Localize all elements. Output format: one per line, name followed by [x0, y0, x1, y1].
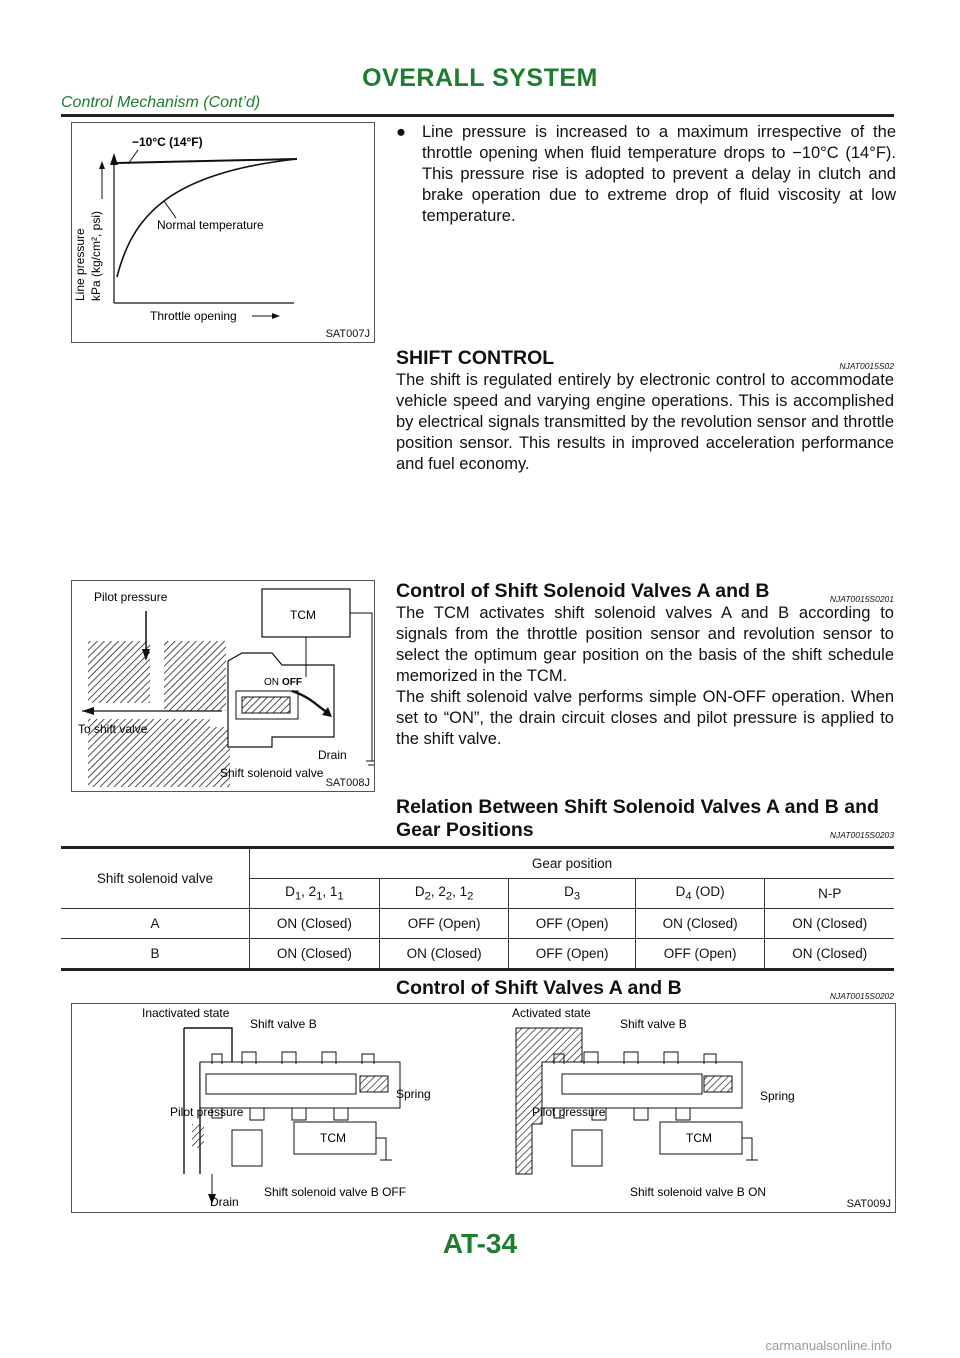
y-axis-label-1: Line pressure: [73, 228, 87, 301]
table-cell: OFF (Open): [635, 939, 765, 970]
tcm-label: TCM: [686, 1131, 712, 1145]
watermark: carmanualsonline.info: [765, 1338, 892, 1353]
table-cell: ON (Closed): [250, 909, 380, 939]
shift-valve-label: Shift valve B: [620, 1017, 687, 1031]
column-header: $D_4$ (OD): [635, 879, 765, 909]
page-subtitle: Control Mechanism (Cont’d): [61, 94, 261, 111]
table-cell: OFF (Open): [509, 909, 635, 939]
on-label: ON: [264, 677, 279, 688]
section-title-line2: Gear Positions: [396, 819, 534, 841]
tcm-label: TCM: [320, 1131, 346, 1145]
inactivated-state-diagram: [142, 1006, 431, 1209]
valve-cell: A: [61, 909, 250, 939]
normal-temp-label: Normal temperature: [157, 218, 264, 232]
table-cell: ON (Closed): [379, 939, 509, 970]
relation-heading: [396, 796, 894, 842]
line-pressure-graph: [72, 123, 374, 342]
spring-label: Spring: [760, 1089, 795, 1103]
table-cell: OFF (Open): [379, 909, 509, 939]
shift-solenoid-diagram: [72, 581, 374, 791]
to-shift-valve-label: To shift valve: [78, 722, 148, 736]
column-header: $D_1$, $2_1$, $1_1$: [250, 879, 380, 909]
off-label: OFF: [282, 677, 302, 688]
table-cell: ON (Closed): [765, 909, 894, 939]
pilot-pressure-label: Pilot pressure: [170, 1105, 244, 1119]
section-title: Control of Shift Valves A and B: [396, 977, 682, 999]
solenoid-label: Shift solenoid valve B OFF: [264, 1185, 407, 1199]
shift-solenoid-figure: [71, 580, 375, 792]
shift-valves-figure: [71, 1003, 896, 1213]
tcm-label: TCM: [290, 608, 316, 622]
drain-label: Drain: [210, 1195, 239, 1209]
y-axis-label-2: kPa (kg/cm², psi): [89, 210, 103, 301]
table-cell: ON (Closed): [250, 939, 380, 970]
page-title: OVERALL SYSTEM: [362, 64, 598, 92]
figure-code: SAT008J: [325, 777, 370, 789]
group-header: Gear position: [250, 848, 895, 879]
pilot-pressure-label: Pilot pressure: [532, 1105, 606, 1119]
state-label: Inactivated state: [142, 1006, 230, 1020]
shift-control-text: The shift is regulated entirely by electronic control to accommodate vehicle speed and varying engine operations. This is accomplished by electrical signals transmitted by the revolution sensor and throttle position sensor. This results in improved acceleration performance and fuel economy.: [396, 371, 894, 473]
cold-temp-label: −10°C (14°F): [132, 135, 203, 149]
solenoid-valve-label: Shift solenoid valve: [220, 766, 324, 780]
line-pressure-figure: [71, 122, 375, 343]
column-header: $D_2$, $2_2$, $1_2$: [379, 879, 509, 909]
section-code: NJAT0015S0201: [829, 594, 894, 604]
solenoid-text-1: The TCM activates shift solenoid valves A and B according to signals from the throttle position sensor and revolution sensor to select the optimum gear position on the basis of the shift schedule memorized in the TCM.: [396, 604, 894, 685]
drain-label: Drain: [318, 748, 347, 762]
header-rule: [61, 114, 894, 117]
line-pressure-bullet: [396, 122, 896, 227]
bullet-marker: ●: [396, 123, 406, 141]
spring-label: Spring: [396, 1087, 431, 1101]
table-row: [61, 909, 894, 939]
activated-state-diagram: [512, 1006, 795, 1199]
table-cell: ON (Closed): [765, 939, 894, 970]
bullet-text: Line pressure is increased to a maximum irrespective of the throttle opening when fluid temperature drops to −10°C (14°F). This pressure rise is adopted to prevent a delay in clutch and brake operation due to extreme drop of fluid viscosity at low temperature.: [422, 123, 896, 225]
page-number: AT-34: [442, 1228, 518, 1259]
shift-valves-diagram: [72, 1004, 895, 1212]
section-code: NJAT0015S0203: [829, 830, 894, 840]
section-title-line1: Relation Between Shift Solenoid Valves A and B and: [396, 796, 879, 818]
solenoid-label: Shift solenoid valve B ON: [630, 1185, 767, 1199]
row-header: Shift solenoid valve: [61, 848, 250, 909]
valve-cell: B: [61, 939, 250, 970]
section-code: NJAT0015S02: [839, 361, 894, 371]
x-axis-label: Throttle opening: [150, 309, 237, 323]
table-header-row: [61, 848, 894, 879]
shift-valve-label: Shift valve B: [250, 1017, 317, 1031]
pilot-pressure-label: Pilot pressure: [94, 590, 168, 604]
column-header: N-P: [765, 879, 894, 909]
figure-code: SAT007J: [325, 328, 370, 340]
solenoid-text-2: The shift solenoid valve performs simple ON-OFF operation. When set to “ON”, the drain circuit closes and pilot pressure is applied to the shift valve.: [396, 688, 894, 748]
gear-position-table: [61, 846, 894, 971]
table-cell: ON (Closed): [635, 909, 765, 939]
shift-valves-heading: [396, 977, 894, 1003]
table-row: [61, 939, 894, 970]
state-label: Activated state: [512, 1006, 591, 1020]
section-title: SHIFT CONTROL: [396, 347, 555, 369]
section-code: NJAT0015S0202: [829, 991, 894, 1001]
figure-code: SAT009J: [846, 1198, 891, 1210]
section-title: Control of Shift Solenoid Valves A and B: [396, 580, 770, 602]
table-cell: OFF (Open): [509, 939, 635, 970]
column-header: $D_3$: [509, 879, 635, 909]
